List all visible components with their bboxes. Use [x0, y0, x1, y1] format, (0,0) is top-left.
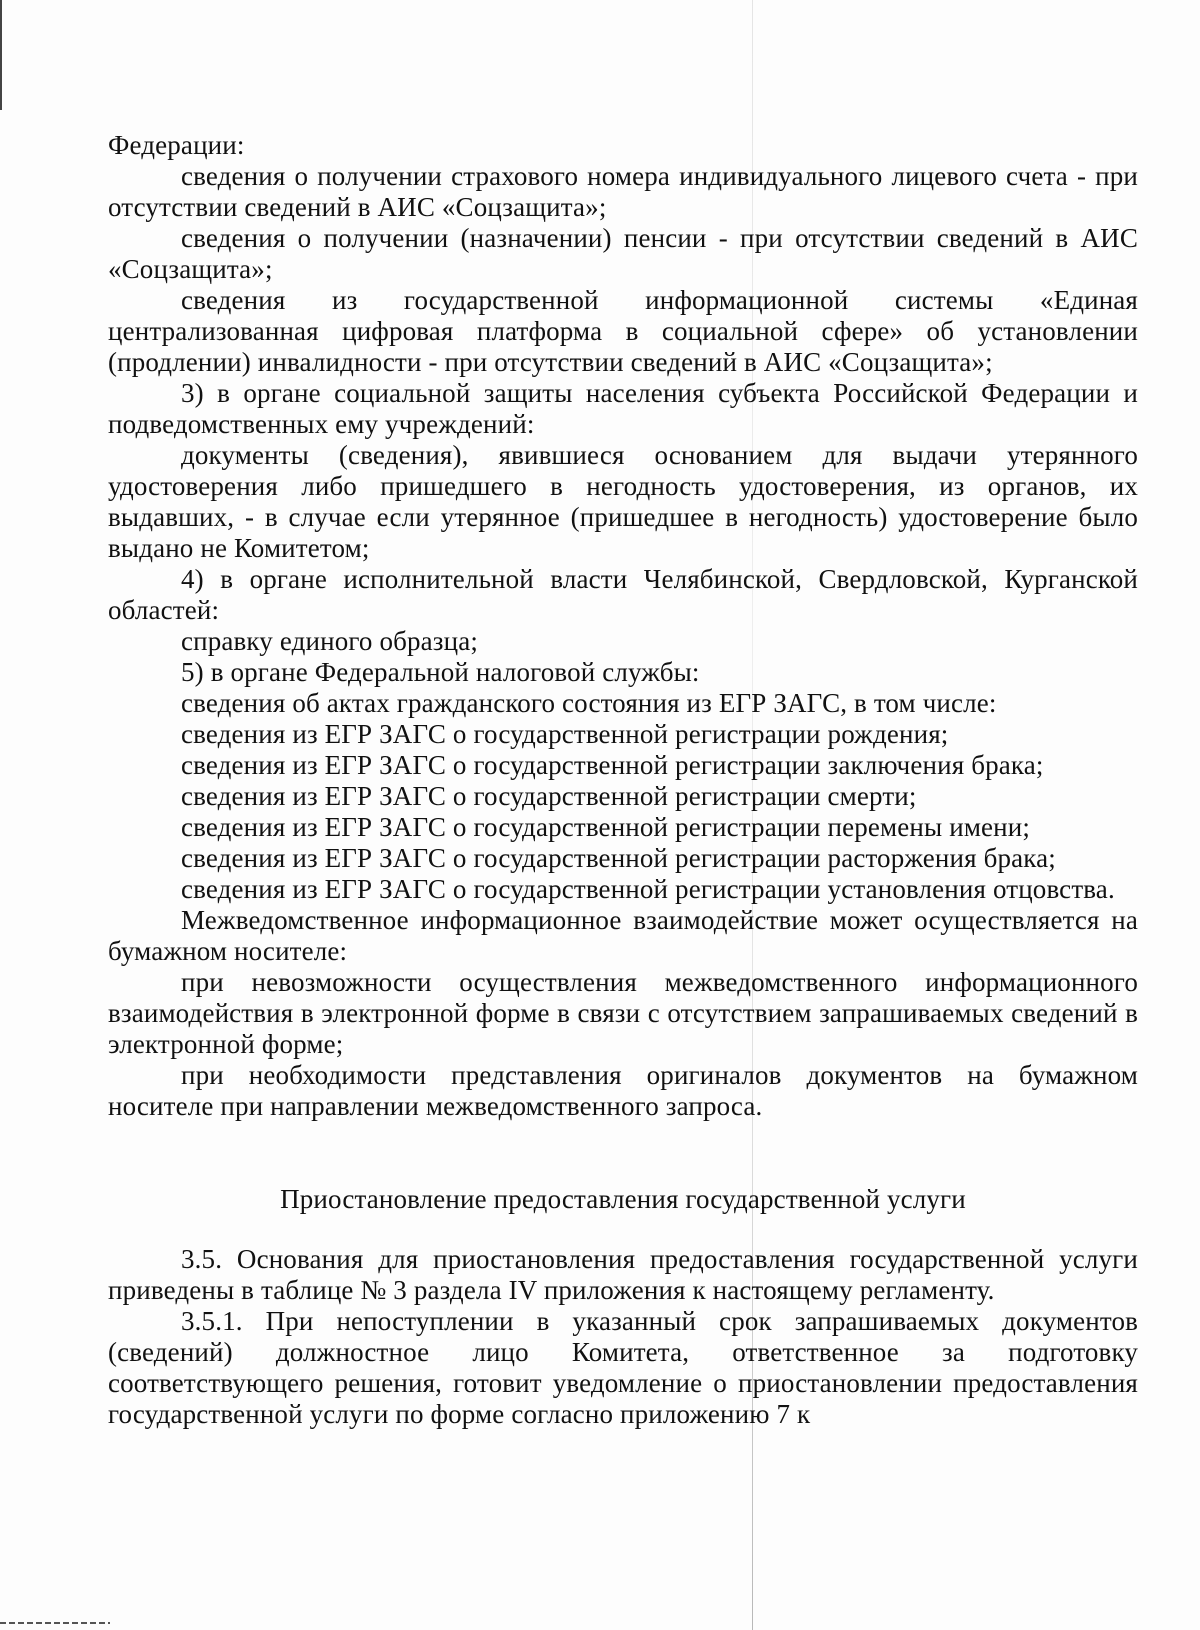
paragraph: Федерации:	[108, 130, 245, 160]
paragraph: сведения об актах гражданского состояния из ЕГР ЗАГС, в том числе:	[181, 688, 997, 718]
paragraph: 3.5.1. При непоступлении в указанный срок запрашиваемых документов (сведений) должностное лицо Комитета, ответственное за подготовку соответствующего решения, готовит уведомление о приостановлении предоставления государственной услуги по форме согласно приложению 7 к	[108, 1306, 1138, 1429]
paragraph: при невозможности осуществления межведомственного информационного взаимодействия в электронной форме в связи с отсутствием запрашиваемых сведений в электронной форме;	[108, 967, 1138, 1059]
paragraph: 3.5. Основания для приостановления предоставления государственной услуги приведены в таблице № 3 раздела IV приложения к настоящему регламенту.	[108, 1244, 1138, 1305]
paragraph: сведения о получении страхового номера индивидуального лицевого счета - при отсутствии сведений в АИС «Соцзащита»;	[108, 161, 1138, 222]
scan-bottom-edge	[0, 1622, 110, 1624]
section-heading: Приостановление предоставления государственной услуги	[280, 1184, 966, 1214]
paragraph: Межведомственное информационное взаимодействие может осуществляется на бумажном носителе:	[108, 905, 1138, 966]
paragraph: 5) в органе Федеральной налоговой службы:	[181, 657, 700, 687]
paragraph: справку единого образца;	[181, 626, 478, 656]
paragraph: сведения о получении (назначении) пенсии - при отсутствии сведений в АИС «Соцзащита»;	[108, 223, 1138, 284]
paragraph: сведения из государственной информационной системы «Единая централизованная цифровая платформа в социальной сфере» об установлении (продлении) инвалидности - при отсутствии сведений в АИС «Соцзащита»;	[108, 285, 1138, 377]
paragraph: документы (сведения), явившиеся основанием для выдачи утерянного удостоверения либо пришедшего в негодность удостоверения, из органов, их выдавших, - в случае если утерянное (пришедшее в негодность) удостоверение было выдано не Комитетом;	[108, 440, 1138, 563]
paragraph: при необходимости представления оригиналов документов на бумажном носителе при направлении межведомственного запроса.	[108, 1060, 1138, 1121]
document-body	[108, 130, 1138, 1430]
paragraph: сведения из ЕГР ЗАГС о государственной регистрации рождения;	[181, 719, 949, 749]
paragraph: 4) в органе исполнительной власти Челябинской, Свердловской, Курганской областей:	[108, 564, 1138, 625]
paragraph: сведения из ЕГР ЗАГС о государственной регистрации установления отцовства.	[181, 874, 1115, 904]
paragraph: сведения из ЕГР ЗАГС о государственной регистрации перемены имени;	[181, 812, 1031, 842]
paragraph: сведения из ЕГР ЗАГС о государственной регистрации смерти;	[181, 781, 917, 811]
paragraph: 3) в органе социальной защиты населения субъекта Российской Федерации и подведомственных ему учреждений:	[108, 378, 1138, 439]
paragraph: сведения из ЕГР ЗАГС о государственной регистрации заключения брака;	[181, 750, 1044, 780]
scan-left-edge	[0, 0, 2, 110]
paragraph: сведения из ЕГР ЗАГС о государственной регистрации расторжения брака;	[181, 843, 1056, 873]
